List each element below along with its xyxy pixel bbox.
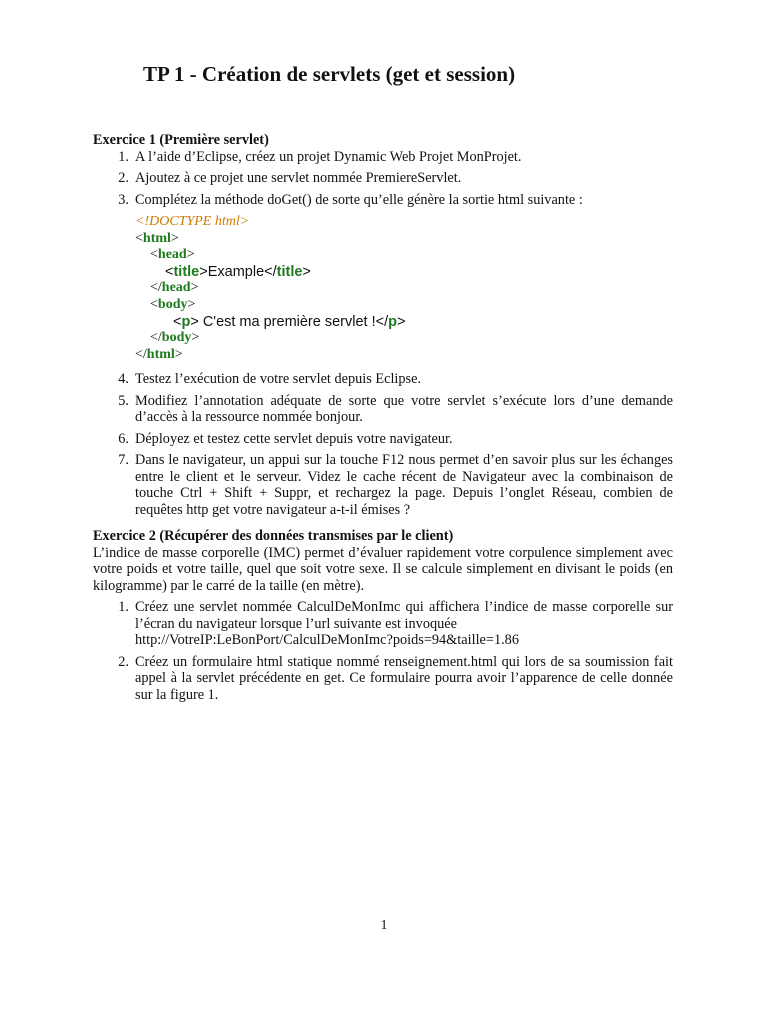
document-body — [93, 132, 673, 708]
item-text: Ajoutez à ce projet une servlet nommée PremiereServlet. — [135, 170, 462, 186]
code-tag-html: html — [142, 230, 171, 246]
exercise1-list-continued — [93, 371, 673, 518]
item-text: Déployez et testez cette servlet depuis votre navigateur. — [135, 430, 453, 447]
item-number: 1. — [118, 148, 129, 165]
exercise2-list — [93, 599, 673, 703]
item-text: Testez l’exécution de votre servlet depuis Eclipse. — [135, 371, 422, 388]
code-tag-head: head — [157, 247, 187, 263]
code-tag-p-close: p — [388, 313, 397, 330]
code-tag-title: title — [173, 263, 200, 280]
exercise1-list — [93, 149, 673, 209]
exercise1-heading: Exercice 1 (Première servlet) — [93, 132, 269, 148]
item-number: 4. — [118, 371, 129, 388]
item-number: 2. — [118, 653, 129, 670]
item-number: 3. — [118, 191, 129, 208]
item-text: Créez un formulaire html statique nommé renseignement.html qui lors de sa soumission fait appel à la servlet précédente en get. Ce formulaire pourra avoir l’apparence de celle donnée sur la figure 1. — [135, 653, 673, 703]
example-url: http://VotreIP:LeBonPort/CalculDeMonImc?poids=94&taille=1.86 — [135, 632, 519, 649]
list-item — [93, 654, 673, 704]
code-title-text: Example — [207, 263, 265, 280]
list-item — [93, 170, 673, 187]
code-tag-body-close: body — [161, 330, 192, 346]
list-item — [93, 192, 673, 209]
page-number: 1 — [380, 918, 388, 933]
list-item — [93, 149, 673, 166]
code-tag-body: body — [157, 296, 188, 312]
item-number: 5. — [118, 392, 129, 409]
code-tag-html-close: html — [146, 346, 175, 362]
item-text: Modifiez l’annotation adéquate de sorte que votre servlet s’exécute lors d’une demande d’accès à la ressource nommée bonjour. — [135, 392, 673, 426]
item-number: 2. — [118, 170, 129, 186]
item-text: Créez une servlet nommée CalculDeMonImc qui affichera l’indice de masse corporelle sur l’écran du navigateur lorsque l’url suivante est invoquée — [135, 599, 673, 632]
list-item — [93, 452, 673, 518]
item-text: Dans le navigateur, un appui sur la touche F12 nous permet d’en savoir plus sur les échanges entre le client et le serveur. Videz le cache récent de Navigateur avec la combinaison de touche Ctrl + Shift + Suppr, et rechargez la page. Depuis l’onglet Réseau, combien de requêtes http get votre navigateur a-t-il émises ? — [135, 452, 673, 518]
exercise2-intro: L’indice de masse corporelle (IMC) permet d’évaluer rapidement votre corpulence simplement avec votre poids et votre taille, quel que soit votre sexe. Il se calcule simplement en divisant le poids (en kilogramme) par le carré de la taille (en mètre). — [93, 544, 673, 594]
exercise2-heading: Exercice 2 (Récupérer des données transmises par le client) — [93, 528, 454, 545]
list-item — [93, 599, 673, 649]
list-item — [93, 371, 673, 388]
html-code-block: <!DOCTYPE html> <html> <head> <title>Example</title> </head> <body> <p> C'est ma première servlet !</p> </body> </html> — [135, 214, 406, 362]
item-number: 6. — [118, 430, 129, 447]
page-title: TP 1 - Création de servlets (get et session) — [143, 62, 516, 86]
code-tag-head-close: head — [161, 280, 191, 296]
code-tag-title-close: title — [276, 263, 303, 280]
code-p-text: C'est ma première servlet ! — [198, 313, 376, 330]
code-doctype: <!DOCTYPE html> — [135, 214, 250, 229]
item-number: 1. — [118, 599, 129, 616]
item-text: A l’aide d’Eclipse, créez un projet Dynamic Web Projet MonProjet. — [135, 148, 522, 165]
item-text: Complétez la méthode doGet() de sorte qu’elle génère la sortie html suivante : — [135, 191, 583, 208]
list-item — [93, 431, 673, 448]
code-tag-p: p — [181, 313, 191, 330]
item-number: 7. — [118, 452, 129, 469]
list-item — [93, 393, 673, 426]
